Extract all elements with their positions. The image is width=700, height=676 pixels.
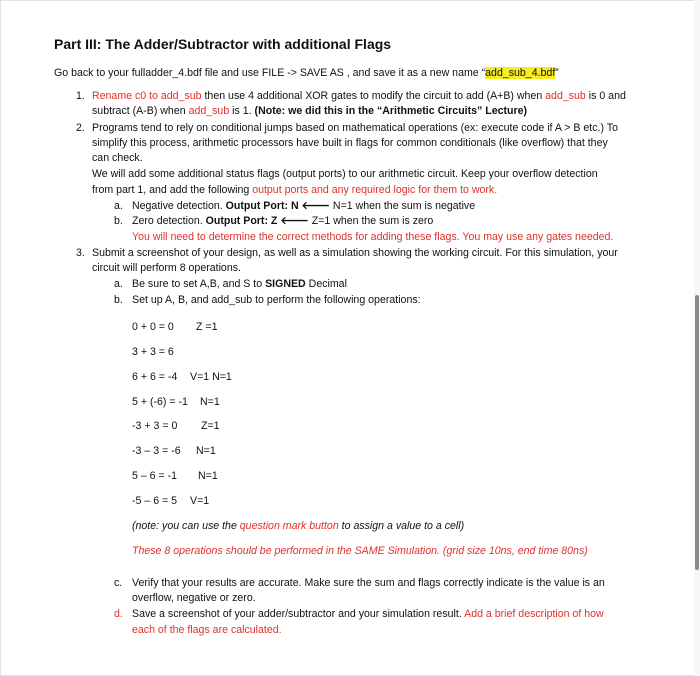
operation-expr: 0 + 0 = 0 xyxy=(132,321,174,333)
item3-c-line2: overflow, negative or zero. xyxy=(132,592,256,604)
item1-red-text-2: add_sub xyxy=(545,90,586,102)
item3-letter-c: c. xyxy=(114,577,123,589)
operation-expr: 6 + 6 = -4 xyxy=(132,371,178,383)
item2-l5-text: from part 1, and add the following xyxy=(92,184,253,196)
item3-a-text: Be sure to set A,B, and S to xyxy=(132,278,266,290)
item2-l5-red: output ports and any required logic for them to work. xyxy=(252,184,498,196)
item1-line1 xyxy=(92,89,626,103)
item3-a-rest: Decimal xyxy=(305,278,347,290)
intro-paragraph xyxy=(54,66,559,80)
note-line xyxy=(132,519,464,533)
item2-a-rest: N=1 when the sum is negative xyxy=(329,200,476,212)
item2-a-text: Negative detection. xyxy=(132,200,226,212)
item1-l2-bold: (Note: we did this in the “Arithmetic Circuits” Lecture) xyxy=(254,105,528,117)
item2-line5 xyxy=(92,183,497,197)
operation-expr: 5 – 6 = -1 xyxy=(132,470,178,482)
item2-b-line xyxy=(132,214,433,228)
operation-flags: N=1 xyxy=(196,445,216,457)
section-title: Part III: The Adder/Subtractor with additional Flags xyxy=(54,36,392,52)
item-number-3: 3. xyxy=(76,247,85,259)
item1-text: then use 4 additional XOR gates to modify the circuit to add (A+B) when xyxy=(201,90,546,102)
item1-text-end: is 0 and xyxy=(585,90,626,102)
item-number-2: 2. xyxy=(76,122,85,134)
left-arrow-icon: 🡐 xyxy=(280,215,309,227)
operation-expr: -5 – 6 = 5 xyxy=(132,495,178,507)
item3-line2: circuit will perform 8 operations. xyxy=(92,262,241,274)
item3-d-line2: each of the flags are calculated. xyxy=(132,624,282,636)
item1-line2 xyxy=(92,104,527,118)
intro-text: Go back to your fulladder_4.bdf file and use FILE -> SAVE AS , and save it as a new name “ xyxy=(54,67,486,79)
item3-a-bold: SIGNED xyxy=(265,278,306,290)
operation-flags: V=1 N=1 xyxy=(190,371,232,383)
item2-line2: simplify this process, arithmetic processors have built in flags for common conditionals (like overflow) that they xyxy=(92,137,608,149)
item-number-1: 1. xyxy=(76,90,85,102)
operation-expr: -3 + 3 = 0 xyxy=(132,420,178,432)
item1-l2-text: subtract (A-B) when xyxy=(92,105,189,117)
operation-flags: Z =1 xyxy=(196,321,218,333)
item1-l2-red: add_sub xyxy=(188,105,230,117)
item2-note-red: You will need to determine the correct methods for adding these flags. You may use any gates needed. xyxy=(132,231,614,243)
operation-flags: V=1 xyxy=(190,495,210,507)
operation-flags: N=1 xyxy=(198,470,218,482)
item2-a-line xyxy=(132,199,475,213)
intro-quote: ” xyxy=(555,67,559,79)
item1-l2-text-b: is 1. xyxy=(229,105,255,117)
operation-flags: Z=1 xyxy=(201,420,220,432)
item2-line1: Programs tend to rely on conditional jumps based on mathematical operations (ex: execute code if A > B etc.) To xyxy=(92,122,618,134)
item2-letter-b: b. xyxy=(114,215,123,227)
operation-expr: 3 + 3 = 6 xyxy=(132,346,174,358)
item3-d-text: Save a screenshot of your adder/subtractor and your simulation result. xyxy=(132,608,465,620)
item2-line4: We will add some additional status flags (output ports) to our arithmetic circuit. Keep your overflow detection xyxy=(92,168,598,180)
item1-red-text: Rename c0 to add_sub xyxy=(92,90,202,102)
item2-b-bold: Output Port: Z xyxy=(205,215,281,227)
item3-d-line1 xyxy=(132,607,604,621)
item2-a-bold: Output Port: N xyxy=(225,200,302,212)
item2-b-text: Zero detection. xyxy=(132,215,206,227)
operation-expr: 5 + (-6) = -1 xyxy=(132,396,188,408)
operation-flags: N=1 xyxy=(200,396,220,408)
item3-b-line: Set up A, B, and add_sub to perform the following operations: xyxy=(132,294,421,306)
item3-letter-a: a. xyxy=(114,278,123,290)
scrollbar-thumb[interactable] xyxy=(695,295,699,570)
left-arrow-icon: 🡐 xyxy=(301,200,330,212)
note-text: (note: you can use the xyxy=(132,520,240,532)
item2-b-rest: Z=1 when the sum is zero xyxy=(308,215,434,227)
item3-letter-b: b. xyxy=(114,294,123,306)
item3-line1: Submit a screenshot of your design, as well as a simulation showing the working circuit. For this simulation, your xyxy=(92,247,618,259)
item3-letter-d: d. xyxy=(114,608,123,620)
note-red: question mark button xyxy=(239,520,339,532)
item2-letter-a: a. xyxy=(114,200,123,212)
note-text-end: to assign a value to a cell) xyxy=(338,520,465,532)
operation-expr: -3 – 3 = -6 xyxy=(132,445,181,457)
item2-line3: can check. xyxy=(92,152,143,164)
simulation-note: These 8 operations should be performed in the SAME Simulation. (grid size 10ns, end time 80ns) xyxy=(132,545,588,557)
item3-c-line1: Verify that your results are accurate. Make sure the sum and flags correctly indicate is the value is an xyxy=(132,577,605,589)
item3-a-line xyxy=(132,277,347,291)
filename-highlight: add_sub_4.bdf xyxy=(485,67,556,79)
item3-d-red: Add a brief description of how xyxy=(464,608,604,620)
